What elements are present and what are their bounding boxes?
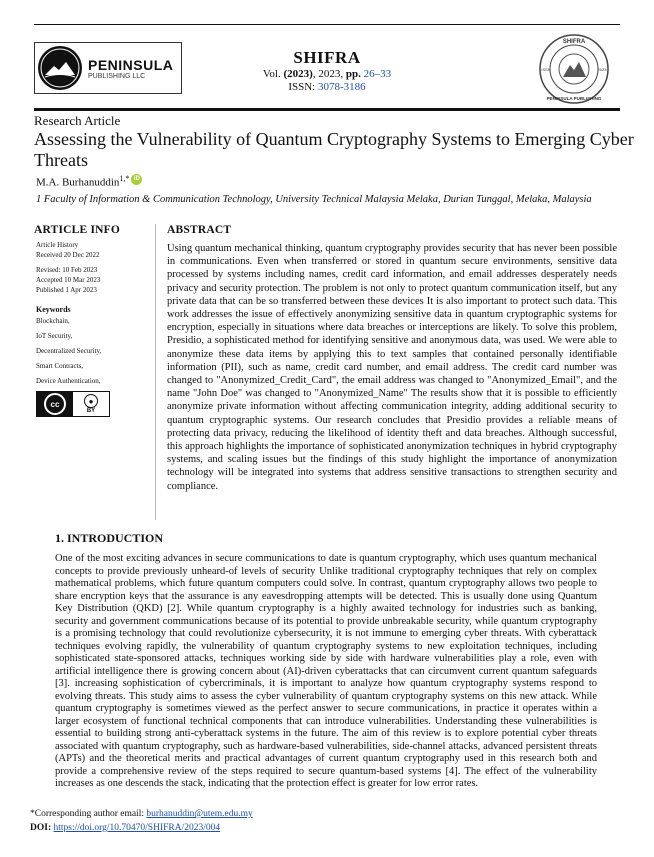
journal-seal-icon [538,33,610,105]
cc-by-license-icon[interactable] [36,391,110,417]
introduction-heading: 1. INTRODUCTION [55,531,164,545]
pp-label: pp. [345,68,361,80]
abstract-section [167,224,617,493]
keyword: Device Authentication, [36,377,101,385]
issn-label: ISSN: [288,81,318,93]
orcid-icon[interactable]: iD [131,174,142,185]
corresponding-label: *Corresponding author email: [30,809,147,819]
history-label: Article History [36,241,79,249]
cc-icon: cc [44,393,66,415]
introduction-text: One of the most exciting advances in secure communications to date is quantum cryptography, which uses quantum mechanical concepts to provide previously unheard-of levels of security Unlike traditional cryptography techniques that rely on complex mathematical problems, which future quantum computers could solve. In contrast, quantum cryptography allows two people to share encryption keys that the assurance is any eavesdropping attempts will be detected. This is usually done using Quantum Key Distribution (QKD) [2]. While quantum cryptography is a highly awaited technology for industries such as banking, security and government communications because of its potential to provide unbreakable security, while quantum cryptography is a promising technology that could revolutionize cybersecurity, it is not immune to emerging cyber threats. With cyberattack techniques evolving rapidly, the vulnerability of quantum cryptography systems to new exploitation techniques, including sophisticated state-sponsored attacks, techniques working side by side with hardware vulnerabilities play a role, even with artificial intelligence there is growing concern about (AI)-driven cyberattacks that can circumvent current quantum safeguards [3]. increasing sophistication of cybercriminals, it is important to analyze how quantum cryptography systems respond to evolving threats. This study aims to assess the cyber vulnerability of quantum cryptography systems on this new attack. While quantum cryptography is sometimes viewed as the perfect answer to secure communications, in practice it operates within a larger ecosystem of functional technical components that can introduce vulnerabilities. Understanding these vulnerabilities is essential to building strong anti-cyberattack systems in the future. The aim of this review is to explore potential cyber threats associated with quantum cryptography, such as hardware-based vulnerabilities, side-channel attacks, advanced persistent threats (APTs) and the theoretical merits and practical advantages of current quantum cryptography used in this research both and provide a comprehensive review of the steps required to secure quantum-based systems [4]. The effect of the vulnerability increases as one descends the stack, indicating that the protection effect is greater for low error rates. [55,553,597,789]
keyword: IoT Security, [36,332,73,340]
publisher-sub: PUBLISHING LLC [88,72,146,80]
keyword: Smart Contracts, [36,362,84,370]
vol-year: (2023) [283,68,313,80]
keywords-heading: Keywords [36,305,71,314]
corresponding-author [30,809,253,819]
top-rule [34,24,620,25]
year-text: , 2023, [312,68,346,80]
journal-name: SHIFRA [293,48,361,67]
article-title: Assessing the Vulnerability of Quantum Cryptography Systems to Emerging Cyber Threats [34,129,634,170]
cc-by-label: BY [86,408,96,414]
person-icon: ● [84,394,98,408]
keyword: Blockchain, [36,317,70,325]
article-info [34,224,154,417]
affiliation: 1 Faculty of Information & Communication Technology, University Technical Malaysia Melaka, Durian Tunggal, Melaka, Malaysia [36,194,592,205]
pages-link[interactable]: 26–33 [363,68,392,80]
seal-left-text: ISSN [541,67,551,72]
column-divider [155,224,156,520]
accepted-date: Accepted 10 Mar 2023 [36,276,101,284]
received-date: Received 20 Dec 2022 [36,251,100,259]
article-info-heading: ARTICLE INFO [34,224,121,236]
seal-bottom-text: PENINSULA PUBLISHING [546,96,602,101]
revised-date: Revised: 10 Feb 2023 [36,266,98,274]
author-line [36,174,142,189]
publisher-name: PENINSULA [88,56,174,73]
vol-prefix: Vol. [262,68,284,80]
keyword: Decentralized Security, [36,347,102,355]
abstract-heading: ABSTRACT [167,224,232,236]
doi-link[interactable]: https://doi.org/10.70470/SHIFRA/2023/004 [53,823,221,833]
author-sup: 1,* [119,174,130,183]
email-link[interactable]: burhanuddin@utem.edu.my [146,809,253,819]
author-name: M.A. Burhanuddin [36,176,120,189]
abstract-text: Using quantum mechanical thinking, quantum cryptography provides security that has never been possible in communications. Even when transferred or stored in quantum secure environments, sensitive data processed by systems including names, credit card information, and email addresses desperately needs privacy and security protection. The problem is not only to protect quantum communication itself, but any private data that can be so transferred between these devices It is also important to protect such data. This work addresses the issue of effectively anonymizing sensitive data in quantum cryptographic systems for encryption, especially in situations where data breaches or interceptions are likely. To solve this problem, Presidio, a sophisticated method for identifying sensitive and anonymous data, was used. We were able to anonymize these data items by applying this to text samples that contained personally identifiable information (PII), such as name, credit card number, and email address. The credit card number was changed to "Anonymized_Credit_Card", the email address was changed to "Anonymized_Email", and the name "John Doe" was changed to "Anonymized_Name" The results show that it is possible to efficiently anonymize private information without affecting communication integrity, adding additional security to quantum cryptographic systems. Our research concludes that Presidio provides a reliable means of protecting data privacy, reducing the likelihood of identity theft and data breaches. Although successful, this approach highlights the importance of sophisticated anonymization techniques in hybrid cryptography systems, and scaling issues but the findings of this study highlight the importance of anonymization technology will be integrated into systems that address sensitive transactions to strengthen security and compliance. [167,243,617,492]
issn-link[interactable]: 3078-3186 [317,81,366,93]
published-date: Published 1 Apr 2023 [36,286,97,294]
seal-top-text: SHIFRA [562,39,586,45]
doi-line [30,823,220,833]
header-rule [34,108,620,111]
seal-right-text: 2023 [597,67,607,72]
doi-label: DOI: [30,823,54,833]
article-type: Research Article [34,113,121,128]
